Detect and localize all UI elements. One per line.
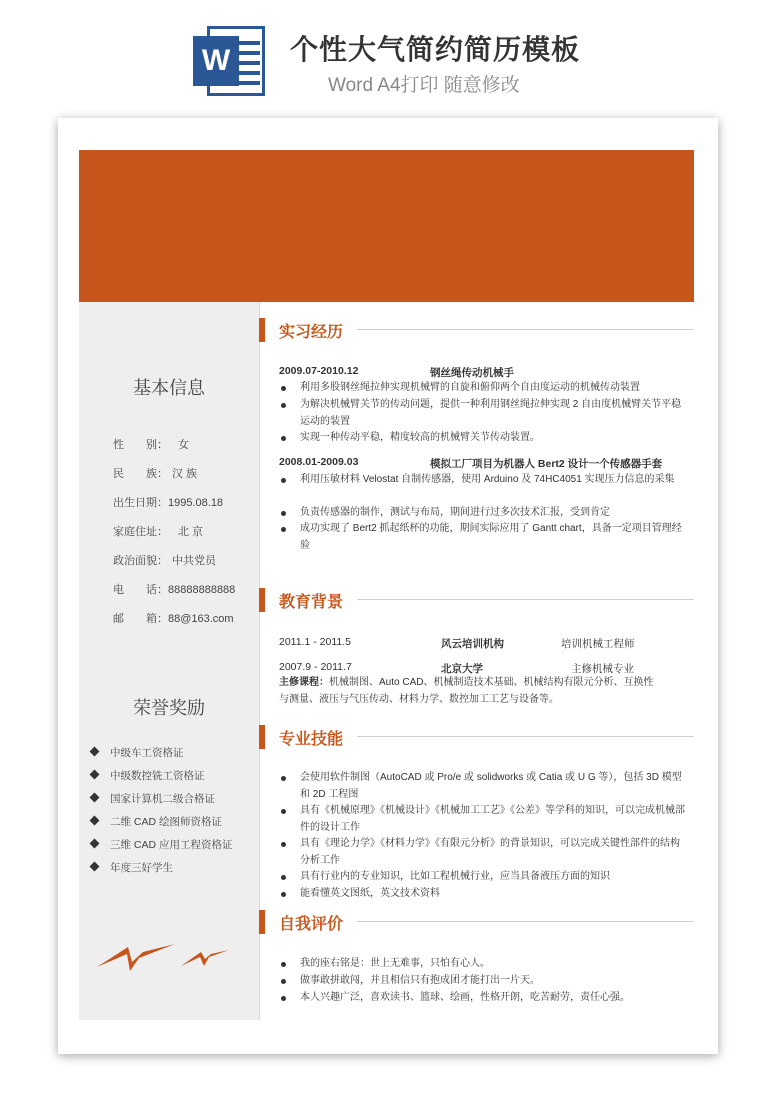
info-address: 家庭住址： 北 京 xyxy=(113,526,204,538)
basic-info-title: 基本信息 xyxy=(133,378,205,398)
banner-subtitle: Word A4打印 随意修改 xyxy=(328,75,520,96)
diamond-bullet-icon xyxy=(90,862,100,872)
job-role: 模拟工厂项目为机器人 Bert2 设计一个传感器手套 xyxy=(430,458,663,470)
diamond-bullet-icon xyxy=(90,770,100,780)
honors-title: 荣誉奖励 xyxy=(133,698,205,718)
edu-major: 主修机械专业 xyxy=(571,663,634,675)
info-birthdate: 出生日期：1995.08.18 xyxy=(113,497,224,509)
word-icon xyxy=(193,26,265,96)
list-item: 本人兴趣广泛，喜欢读书、篮球、绘画，性格开朗，吃苦耐劳，责任心强。 xyxy=(279,990,689,1007)
header-block xyxy=(79,150,694,302)
info-email: 邮 箱：88@163.com xyxy=(113,613,234,625)
edu-date: 2007.9 - 2011.7 xyxy=(279,661,352,673)
list-item: 具有《理论力学》《材料力学》《有限元分析》的背景知识，可以完成关键性部件的结构分析工作 xyxy=(279,836,689,869)
list-item: 实现一种传动平稳，精度较高的机械臂关节传动装置。 xyxy=(279,430,689,447)
diamond-bullet-icon xyxy=(90,839,100,849)
list-item: 会使用软件制图（AutoCAD 或 Pro/e 或 solidworks 或 Catia 或 U G 等），包括 3D 模型和 2D 工程图 xyxy=(279,770,689,803)
list-item: 做事敢拼敢闯，并且相信只有抱成团才能打出一片天。 xyxy=(279,973,689,990)
edu-date: 2011.1 - 2011.5 xyxy=(279,636,352,648)
section-title: 专业技能 xyxy=(279,731,344,748)
banner xyxy=(0,0,774,110)
resume-paper xyxy=(58,118,718,1054)
list-item: 利用压敏材料 Velostat 自制传感器，使用 Arduino 及 74HC4051 实现压力信息的采集 xyxy=(279,472,689,489)
honor-item: 年度三好学生 xyxy=(91,860,173,875)
info-gender: 性 别： 女 xyxy=(113,439,189,451)
list-item: 我的座右铭是：世上无难事，只怕有心人。 xyxy=(279,956,689,973)
list-item: 为解决机械臂关节的传动问题，提供一种利用钢丝绳拉伸实现 2 自由度机械臂关节平稳运动的装置 xyxy=(279,397,689,430)
word-logo-letter: W xyxy=(193,36,239,86)
list-item: 具有行业内的专业知识，比如工程机械行业，应当具备液压方面的知识 xyxy=(279,869,689,886)
diamond-bullet-icon xyxy=(90,747,100,757)
decorative-birds-icon xyxy=(97,930,237,980)
edu-courses: 主修课程：机械制图、Auto CAD、机械制造技术基础、机械结构有限元分析、互换性与测量、液压与气压传动、材料力学、数控加工工艺与设备等。 xyxy=(279,677,654,705)
info-phone: 电 话：88888888888 xyxy=(113,584,236,596)
honor-item: 国家计算机二级合格证 xyxy=(91,791,215,806)
list-item: 成功实现了 Bert2 抓起纸杯的功能，期间实际应用了 Gantt chart，具备一定项目管理经验 xyxy=(279,521,689,554)
edu-major: 培训机械工程师 xyxy=(561,638,635,650)
info-political: 政治面貌： 中共党员 xyxy=(113,555,216,567)
list-item: 负责传感器的制作，测试与布局，期间进行过多次技术汇报，受到肯定 xyxy=(279,505,689,522)
list-item: 利用多股钢丝绳拉伸实现机械臂的自旋和俯仰两个自由度运动的机械传动装置 xyxy=(279,380,689,397)
section-title: 自我评价 xyxy=(279,916,344,933)
sidebar xyxy=(79,302,259,1020)
job-role: 钢丝绳传动机械手 xyxy=(430,367,514,379)
honor-item: 二维 CAD 绘图师资格证 xyxy=(91,814,222,829)
edu-school: 北京大学 xyxy=(441,663,483,675)
honor-item: 三维 CAD 应用工程资格证 xyxy=(91,837,233,852)
list-item: 具有《机械原理》《机械设计》《机械加工工艺》《公差》等学科的知识，可以完成机械部件的设计工作 xyxy=(279,803,689,836)
section-title: 实习经历 xyxy=(279,324,344,341)
banner-title: 个性大气简约简历模板 xyxy=(290,34,581,65)
info-ethnicity: 民 族： 汉 族 xyxy=(113,468,198,480)
diamond-bullet-icon xyxy=(90,793,100,803)
diamond-bullet-icon xyxy=(90,816,100,826)
list-item: 能看懂英文图纸，英文技术资料 xyxy=(279,886,689,903)
honor-item: 中级数控铣工资格证 xyxy=(91,768,205,783)
edu-school: 风云培训机构 xyxy=(441,638,504,650)
honor-item: 中级车工资格证 xyxy=(91,745,184,760)
section-title: 教育背景 xyxy=(279,594,344,611)
job-date: 2008.01-2009.03 xyxy=(279,456,359,468)
job-date: 2009.07-2010.12 xyxy=(279,365,359,377)
